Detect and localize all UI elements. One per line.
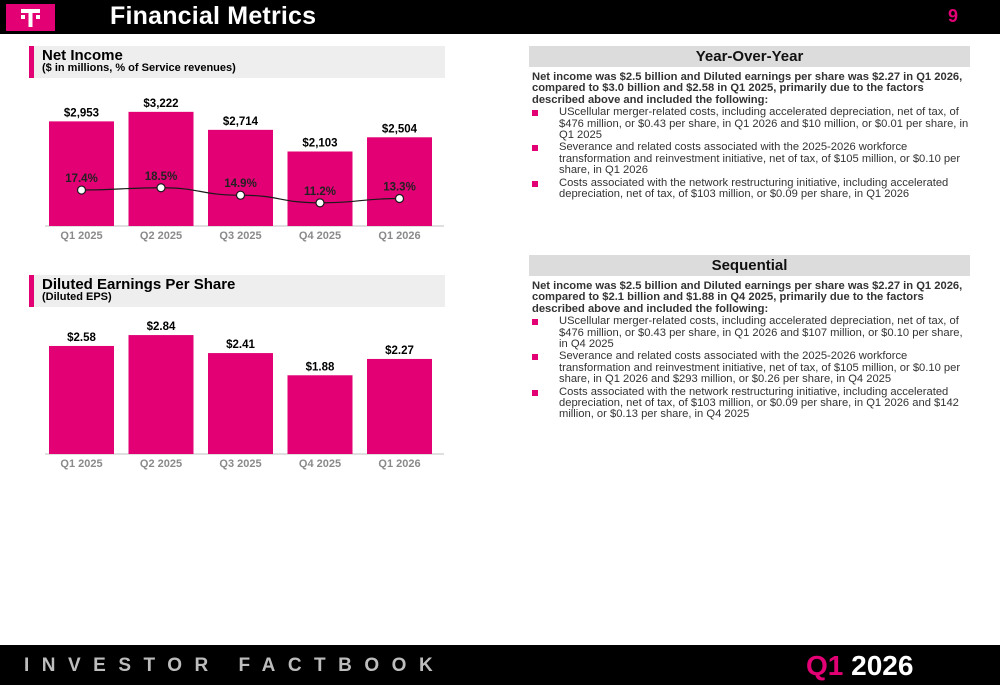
line-point	[237, 191, 245, 199]
line-point-label: 14.9%	[224, 178, 257, 191]
net-income-chart-svg	[30, 88, 446, 244]
list-item: Costs associated with the network restructuring initiative, including accelerated depreciation, net of tax, of $103 million, or $0.09 per share, in Q1 2026	[532, 178, 972, 201]
bullet-square-icon	[532, 145, 538, 151]
footer-bar	[0, 645, 1000, 685]
net-income-subtitle: ($ in millions, % of Service revenues)	[42, 62, 236, 74]
x-tick-label: Q2 2025	[139, 458, 183, 470]
bar-value-label: $2.27	[385, 344, 414, 357]
bar-value-label: $2,953	[63, 107, 100, 120]
eps-title: Diluted Earnings Per Share	[42, 276, 236, 293]
eps-chart-svg	[30, 316, 446, 474]
bar	[129, 112, 194, 226]
x-tick-label: Q3 2025	[219, 458, 262, 470]
bar	[49, 346, 114, 454]
bullet-square-icon	[532, 319, 538, 325]
bullet-square-icon	[532, 110, 538, 116]
line-point	[316, 199, 324, 207]
x-tick-label: Q1 2025	[60, 230, 103, 242]
sequential-bullet-list	[532, 316, 972, 421]
bar-value-label: $2,103	[302, 137, 338, 150]
x-tick-label: Q1 2025	[60, 458, 103, 470]
net-income-title: Net Income	[42, 47, 123, 64]
yoy-intro: Net income was $2.5 billion and Diluted earnings per share was $2.27 in Q1 2026, compared to $3.0 billion and $2.58 in Q1 2025, primarily due to the factors described above and included the following:	[532, 71, 963, 106]
line-point-label: 13.3%	[383, 181, 416, 194]
line-point-label: 17.4%	[65, 173, 98, 186]
page-number: 9	[948, 6, 959, 26]
bar	[208, 353, 273, 454]
bar	[367, 359, 432, 454]
sequential-body	[532, 281, 972, 422]
bar	[129, 335, 194, 454]
list-item: Severance and related costs associated with the 2025-2026 workforce transformation and reinvestment initiative, net of tax, of $105 million, or $0.10 per share, in Q1 2026	[532, 142, 972, 176]
eps-header	[29, 275, 445, 307]
line-point	[396, 195, 404, 203]
x-tick-label: Q4 2025	[298, 230, 342, 242]
eps-chart	[30, 316, 446, 479]
net-income-chart	[30, 88, 446, 249]
list-item: Costs associated with the network restructuring initiative, including accelerated depreciation, net of tax, of $103 million, or $0.09 per share, in Q1 2026 and $142 million, or $0.13 per share, in Q4 2025	[532, 387, 972, 421]
bar-value-label: $2.58	[67, 331, 96, 344]
footer-label: INVESTOR FACTBOOK	[24, 655, 446, 676]
bar-value-label: $2,504	[381, 123, 418, 136]
x-tick-label: Q1 2026	[378, 458, 421, 470]
bullet-square-icon	[532, 181, 538, 187]
net-income-header	[29, 46, 445, 78]
bar-value-label: $2,714	[222, 115, 259, 128]
yoy-bullet-list	[532, 107, 972, 200]
t-mobile-logo-icon	[6, 4, 55, 31]
bar-value-label: $2.41	[226, 339, 255, 352]
bullet-square-icon	[532, 390, 538, 396]
x-tick-label: Q3 2025	[219, 230, 262, 242]
bullet-square-icon	[532, 354, 538, 360]
header-bar	[0, 0, 1000, 34]
bar	[288, 375, 353, 454]
sequential-intro: Net income was $2.5 billion and Diluted earnings per share was $2.27 in Q1 2026, compared to $2.1 billion and $1.88 in Q4 2025, primarily due to the factors described above and included the following:	[532, 280, 963, 315]
line-point-label: 11.2%	[304, 185, 336, 198]
x-tick-label: Q2 2025	[139, 230, 183, 242]
list-item: UScellular merger-related costs, including accelerated depreciation, net of tax, of $476 million, or $0.43 per share, in Q1 2026 and $10 million, or $0.01 per share, in Q1 2025	[532, 107, 972, 141]
footer-quarter	[806, 650, 913, 682]
x-tick-label: Q1 2026	[378, 230, 421, 242]
footer-quarter-label: Q1	[806, 650, 844, 681]
bar-value-label: $2.84	[146, 321, 176, 334]
bar-value-label: $3,222	[143, 97, 179, 110]
line-point	[157, 184, 165, 192]
yoy-body	[532, 72, 972, 201]
page-title: Financial Metrics	[110, 2, 317, 30]
footer-year-label: 2026	[851, 650, 914, 681]
sequential-heading: Sequential	[529, 255, 970, 276]
eps-subtitle: (Diluted EPS)	[42, 291, 112, 303]
list-item: Severance and related costs associated with the 2025-2026 workforce transformation and reinvestment initiative, net of tax, of $105 million, or $0.10 per share, in Q1 2026 and $293 million, or $0.26 per share, in Q4 2025	[532, 351, 972, 385]
line-point	[78, 186, 86, 194]
yoy-heading: Year-Over-Year	[529, 46, 970, 67]
line-point-label: 18.5%	[144, 170, 178, 183]
x-tick-label: Q4 2025	[298, 458, 342, 470]
list-item: UScellular merger-related costs, including accelerated depreciation, net of tax, of $476 million, or $0.43 per share, in Q1 2026 and $107 million, or $0.10 per share, in Q4 2025	[532, 316, 972, 350]
bar-value-label: $1.88	[305, 361, 335, 374]
